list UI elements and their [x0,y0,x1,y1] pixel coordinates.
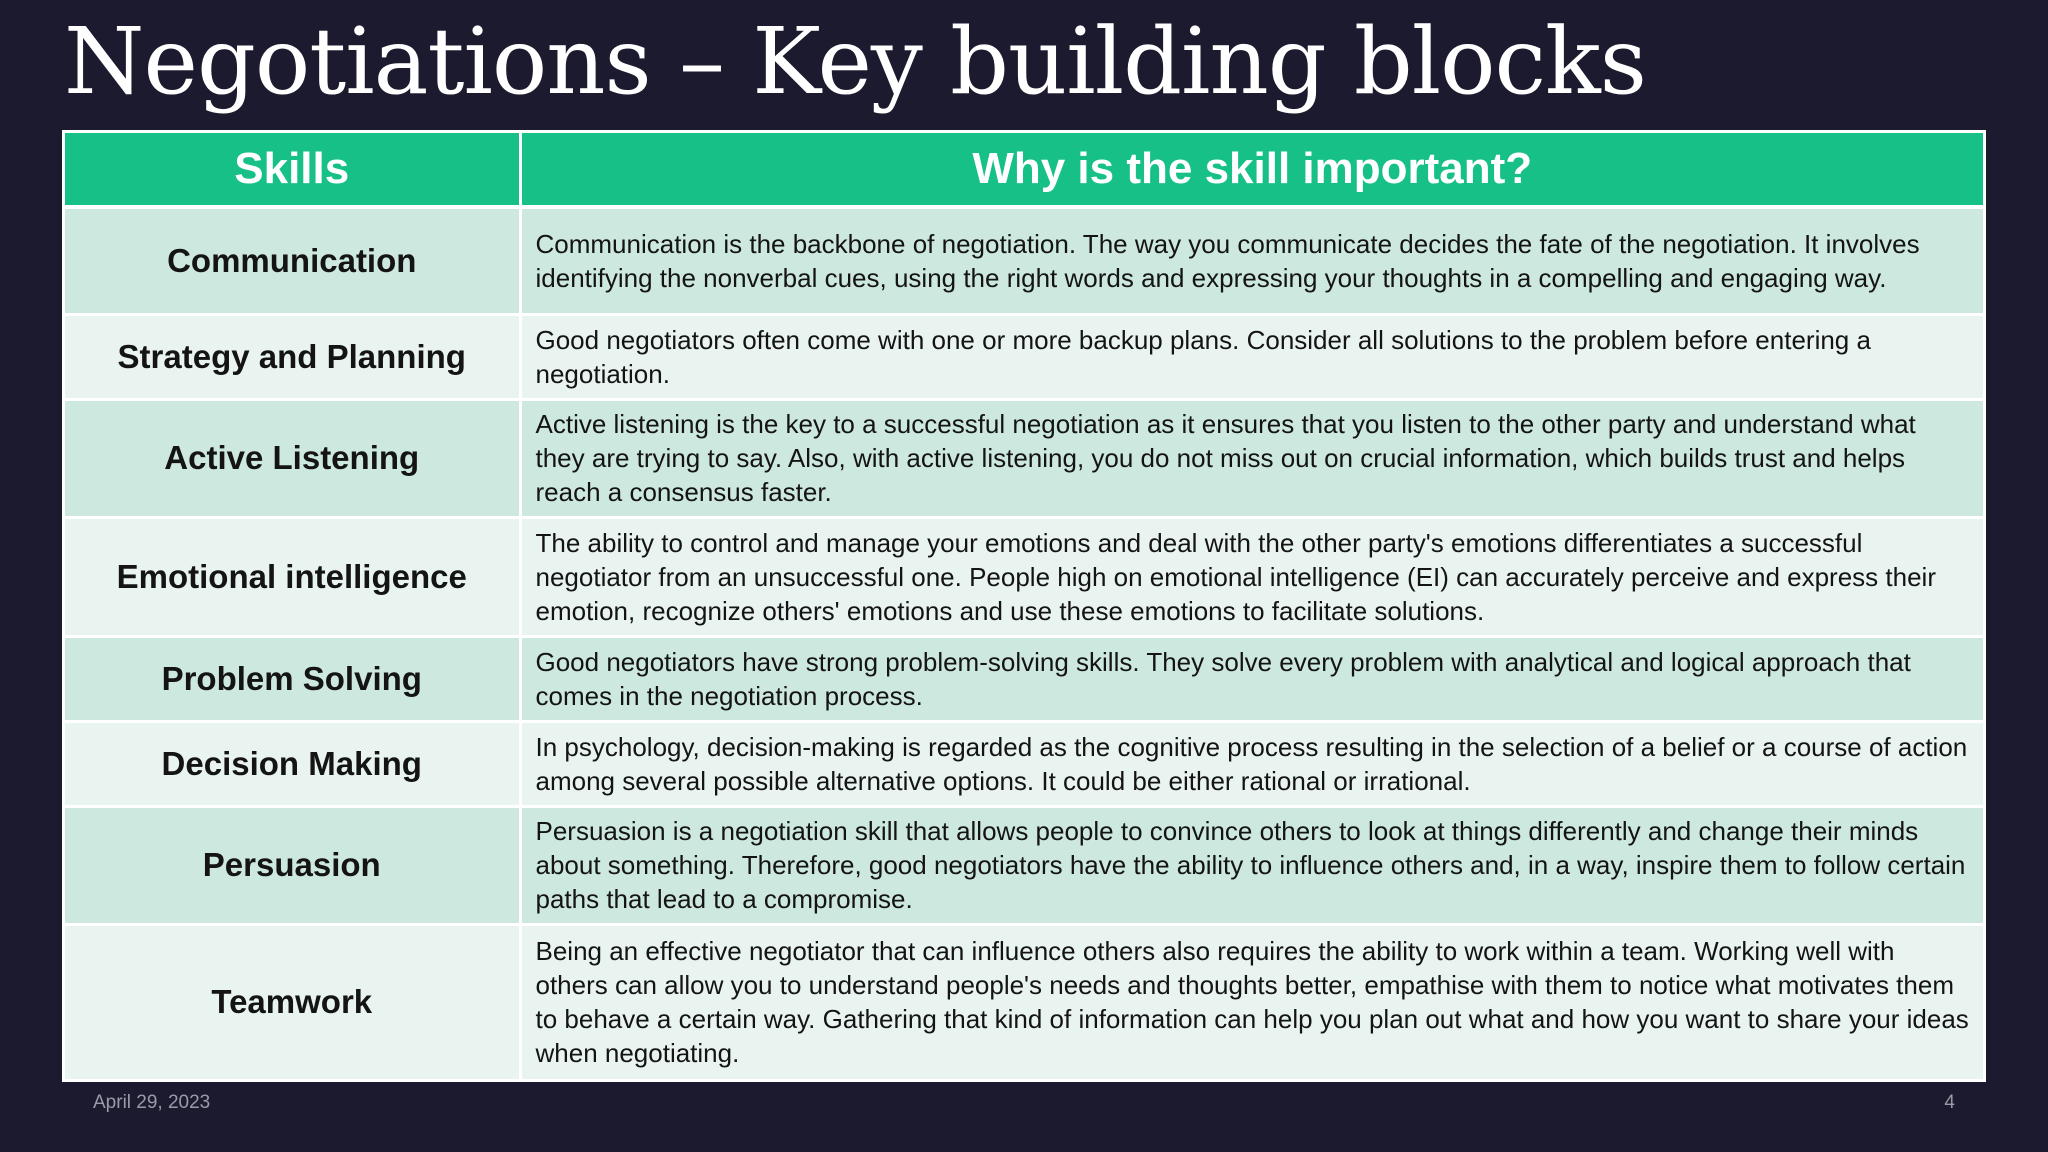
table-row [65,399,1983,517]
skill-description: Good negotiators often come with one or more backup plans. Consider all solutions to the problem before entering a negotiation. [520,314,1983,399]
table-row [65,517,1983,636]
skill-name: Problem Solving [65,636,520,721]
skill-description: In psychology, decision-making is regarded as the cognitive process resulting in the selection of a belief or a course of action among several possible alternative options. It could be either rational or irrational. [520,721,1983,806]
skill-description: The ability to control and manage your emotions and deal with the other party's emotions differentiates a successful negotiator from an unsuccessful one. People high on emotional intelligence (EI) can accurately perceive and express their emotion, recognize others' emotions and use these emotions to facilitate solutions. [520,517,1983,636]
skill-name: Active Listening [65,399,520,517]
skill-description: Persuasion is a negotiation skill that allows people to convince others to look at things differently and change their minds about something. Therefore, good negotiators have the ability to influence others and, in a way, inspire them to follow certain paths that lead to a compromise. [520,806,1983,924]
skill-description: Good negotiators have strong problem-solving skills. They solve every problem with analytical and logical approach that comes in the negotiation process. [520,636,1983,721]
skills-table-container [62,130,1986,1082]
skill-name: Decision Making [65,721,520,806]
skills-table [65,133,1983,1079]
table-header-row [65,133,1983,207]
skill-description: Communication is the backbone of negotiation. The way you communicate decides the fate of the negotiation. It involves identifying the nonverbal cues, using the right words and expressing your thoughts in a compelling and engaging way. [520,207,1983,314]
skill-name: Strategy and Planning [65,314,520,399]
skill-name: Teamwork [65,924,520,1079]
table-row [65,721,1983,806]
header-why-important: Why is the skill important? [520,133,1983,207]
table-row [65,636,1983,721]
skill-description: Active listening is the key to a successful negotiation as it ensures that you listen to the other party and understand what they are trying to say. Also, with active listening, you do not miss out on crucial information, which builds trust and helps reach a consensus faster. [520,399,1983,517]
table-row [65,924,1983,1079]
slide-title: Negotiations – Key building blocks [64,8,1647,115]
table-row [65,207,1983,314]
skill-name: Emotional intelligence [65,517,520,636]
skill-name: Persuasion [65,806,520,924]
page-number: 4 [1944,1092,1955,1113]
table-row [65,806,1983,924]
footer-date: April 29, 2023 [93,1092,211,1113]
table-row [65,314,1983,399]
skill-name: Communication [65,207,520,314]
header-skills: Skills [65,133,520,207]
skill-description: Being an effective negotiator that can influence others also requires the ability to work within a team. Working well with others can allow you to understand people's needs and thoughts better, empathise with them to notice what motivates them to behave a certain way. Gathering that kind of information can help you plan out what and how you want to share your ideas when negotiating. [520,924,1983,1079]
